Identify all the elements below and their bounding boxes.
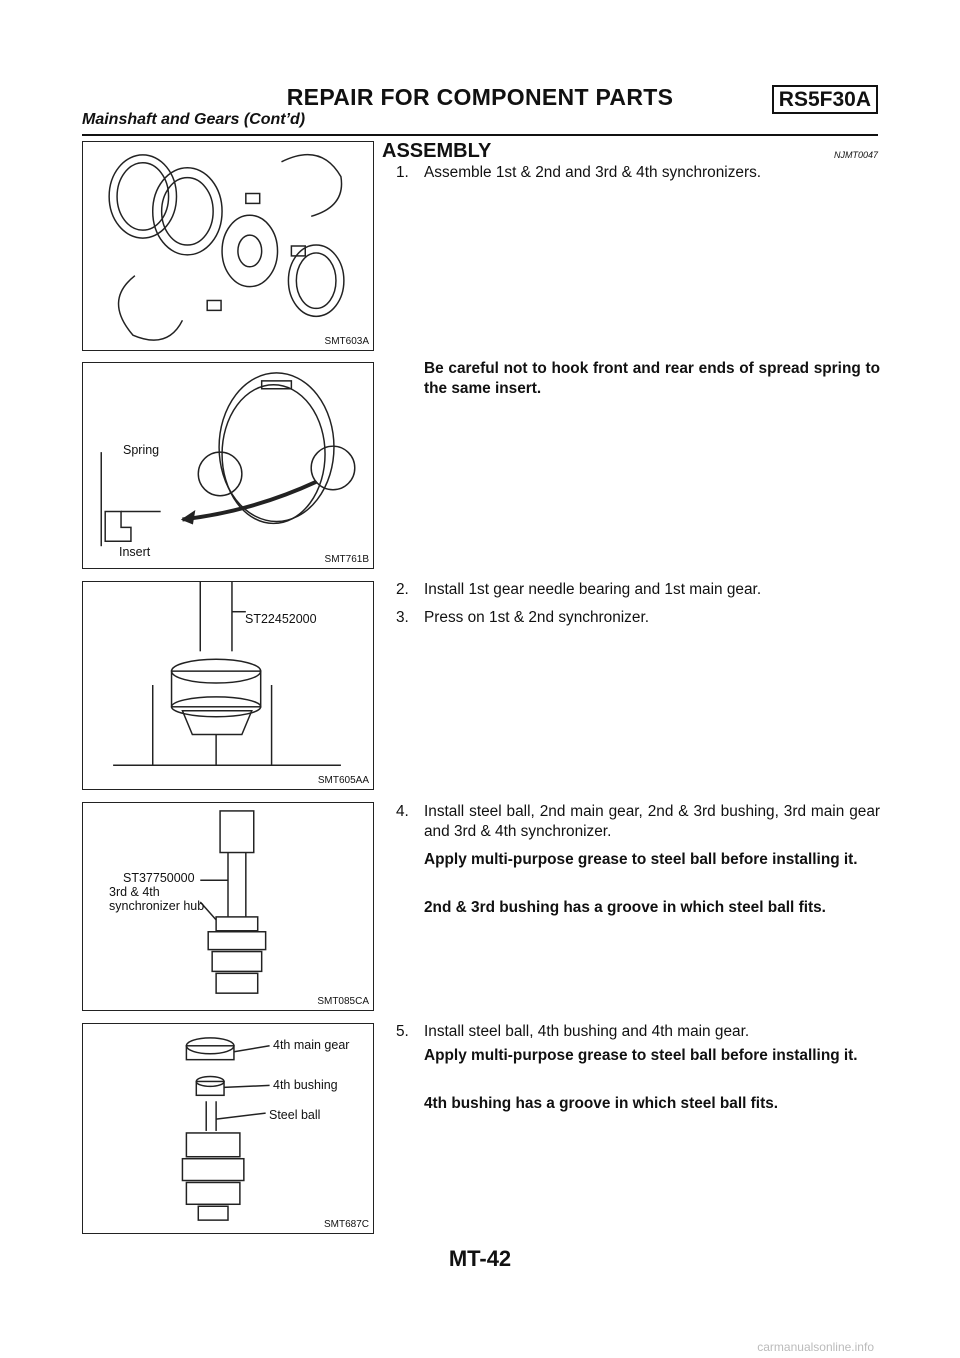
figure-caption: SMT761B <box>324 554 369 565</box>
page-subtitle: Mainshaft and Gears (Cont’d) <box>82 111 306 128</box>
step-2 <box>396 580 880 600</box>
section-code: NJMT0047 <box>833 150 878 160</box>
step-4 <box>396 802 880 842</box>
instructions <box>396 0 880 1358</box>
figure-smt761b <box>82 362 374 569</box>
press-tool-illustration <box>83 582 373 789</box>
figure-smt603a <box>82 141 374 351</box>
step-number: 5. <box>396 1023 409 1040</box>
step-4-note-grease: Apply multi-purpose grease to steel ball before installing it. <box>424 851 858 868</box>
step-1 <box>396 163 880 183</box>
label-insert: Insert <box>119 545 151 559</box>
step-5-note-groove: 4th bushing has a groove in which steel ball fits. <box>424 1095 779 1112</box>
label-4th-bushing: 4th bushing <box>273 1078 338 1092</box>
model-badge: RS5F30A <box>772 85 878 114</box>
mainshaft-gear-assembly-illustration <box>83 1024 373 1233</box>
label-4th-main-gear: 4th main gear <box>273 1038 350 1052</box>
label-steel-ball: Steel ball <box>269 1108 321 1122</box>
step-text: Press on 1st & 2nd synchronizer. <box>424 609 649 626</box>
figure-caption: SMT687C <box>323 1219 369 1230</box>
step-number: 1. <box>396 164 409 181</box>
page-number: MT-42 <box>448 1246 512 1271</box>
step-number: 2. <box>396 581 409 598</box>
step-text: Install steel ball, 2nd main gear, 2nd & 3rd bushing, 3rd main gear and 3rd & 4th synchronizer. <box>424 803 880 840</box>
step-text: Assemble 1st & 2nd and 3rd & 4th synchronizers. <box>424 164 762 181</box>
figure-caption: SMT603A <box>324 336 369 347</box>
step-5 <box>396 1022 880 1042</box>
section-title: ASSEMBLY <box>382 140 492 162</box>
step-5-note-grease: Apply multi-purpose grease to steel ball before installing it. <box>424 1047 858 1064</box>
figure-smt085ca <box>82 802 374 1011</box>
figure-smt605aa <box>82 581 374 790</box>
step-3 <box>396 608 880 628</box>
figure-smt687c <box>82 1023 374 1234</box>
figure-caption: SMT605AA <box>317 775 369 786</box>
spread-spring-illustration <box>83 363 373 568</box>
synchronizer-exploded-illustration <box>83 142 373 350</box>
page-title: REPAIR FOR COMPONENT PARTS <box>286 84 674 110</box>
step-text: Install steel ball, 4th bushing and 4th main gear. <box>424 1023 750 1040</box>
figure-caption: SMT085CA <box>317 996 369 1007</box>
watermark: carmanualsonline.info <box>757 1340 874 1354</box>
step-4-note-groove: 2nd & 3rd bushing has a groove in which steel ball fits. <box>424 899 826 916</box>
label-st37750000: ST37750000 <box>123 871 195 885</box>
caution-spread-spring: Be careful not to hook front and rear ends of spread spring to the same insert. <box>424 360 880 397</box>
step-number: 3. <box>396 609 409 626</box>
step-text: Install 1st gear needle bearing and 1st main gear. <box>424 581 762 598</box>
label-3rd-4th: 3rd & 4th <box>109 885 160 899</box>
label-spring: Spring <box>123 443 160 457</box>
step-number: 4. <box>396 803 409 820</box>
label-st22452000: ST22452000 <box>245 612 317 626</box>
label-synchronizer-hub: synchronizer hub <box>109 899 205 913</box>
